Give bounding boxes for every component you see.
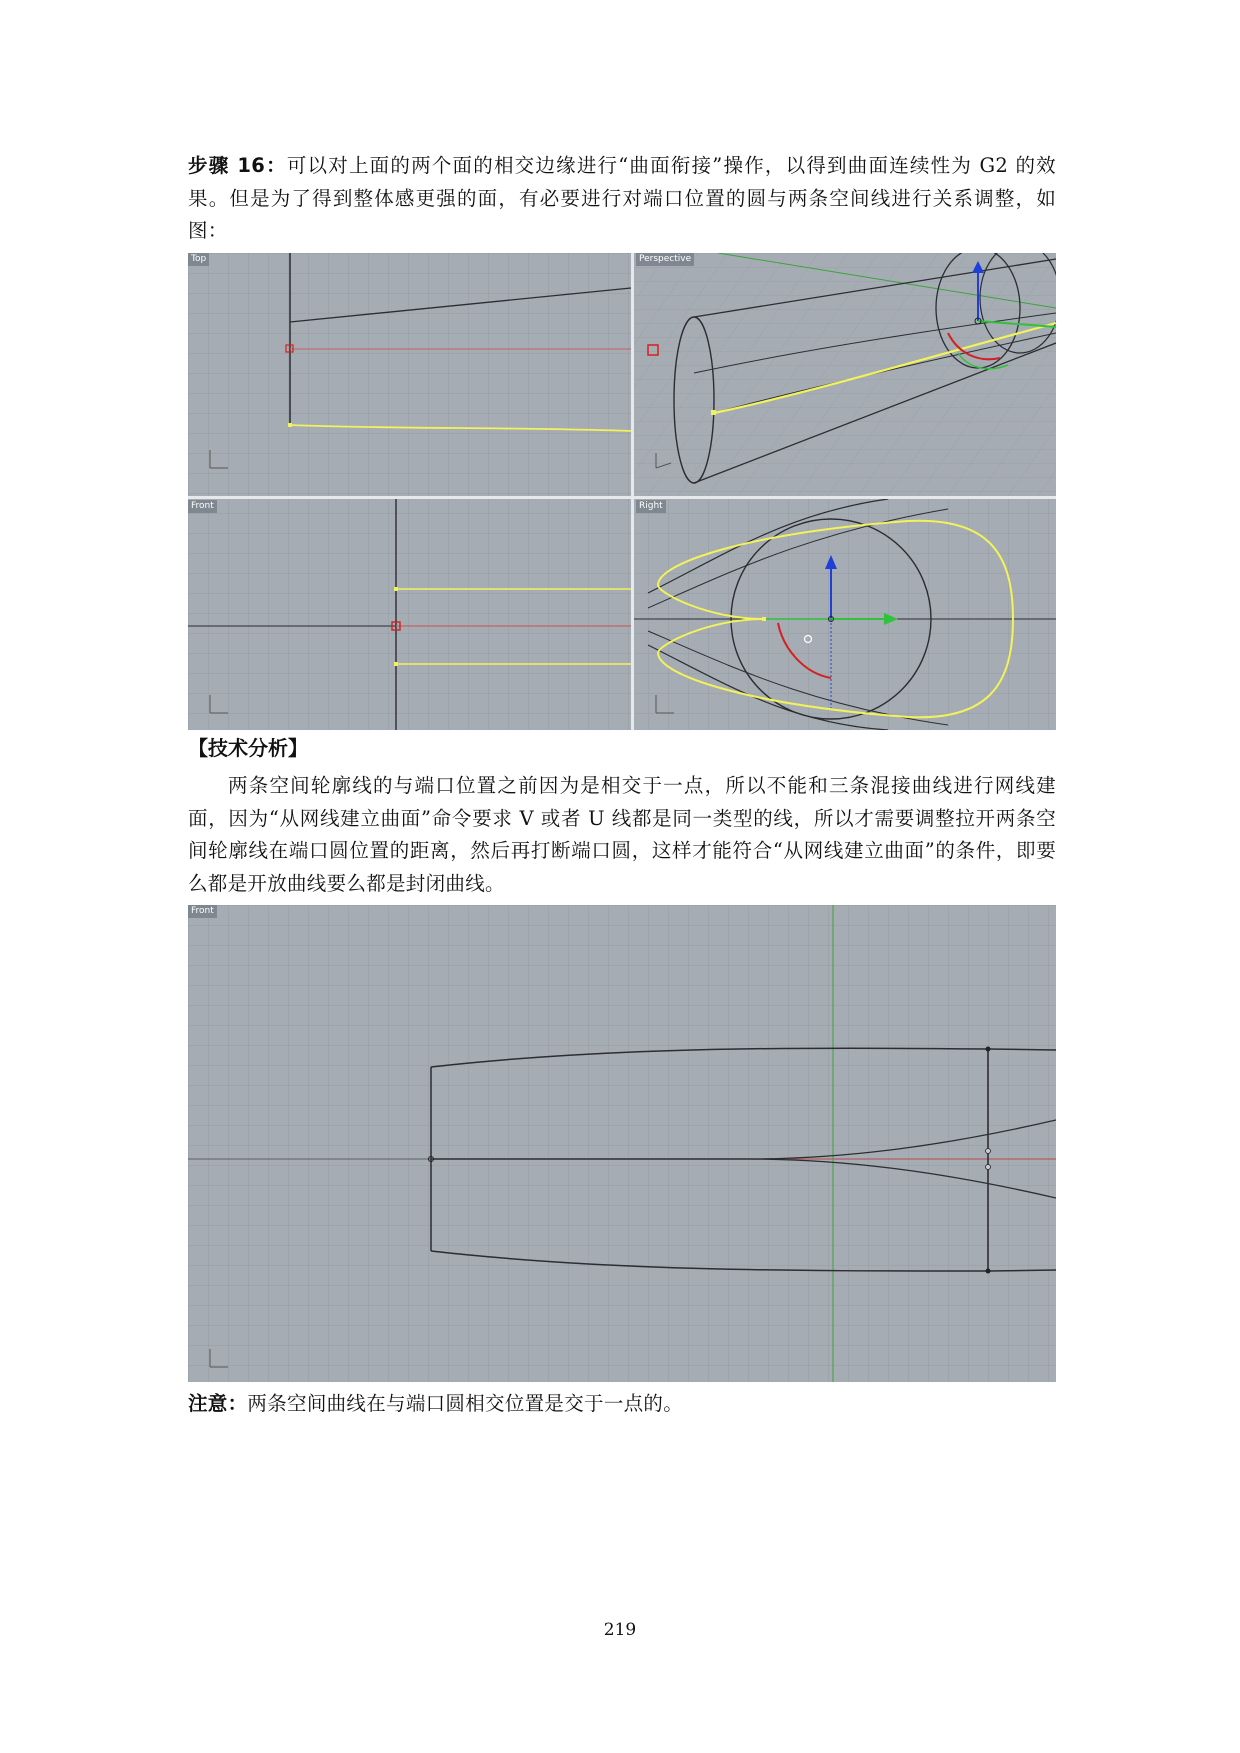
step16-text: 可以对上面的两个面的相交边缘进行“曲面衔接”操作，以得到曲面连续性为 G2 的效果。但是为了得到整体感更强的面，有必要进行对端口位置的圆与两条空间线进行关系调整，如图：	[188, 154, 1056, 242]
top-viewport[interactable]	[188, 253, 631, 496]
note-paragraph	[188, 1388, 1056, 1421]
viewports-canvas	[188, 253, 1056, 730]
front-viewport[interactable]	[188, 499, 631, 730]
step16-label: 步骤 16：	[188, 154, 287, 177]
analysis-heading: 【技术分析】	[188, 736, 308, 760]
top-viewport-label[interactable]: Top	[188, 253, 209, 266]
front-viewport-label[interactable]: Front	[188, 500, 217, 513]
right-viewport[interactable]	[634, 499, 1056, 730]
note-label: 注意：	[188, 1392, 248, 1415]
front-view-canvas	[188, 905, 1056, 1382]
figure-viewports	[188, 253, 1056, 730]
step16-paragraph	[188, 150, 1056, 248]
figure-front-view	[188, 905, 1056, 1382]
perspective-viewport-label[interactable]: Perspective	[636, 253, 694, 266]
right-viewport-label[interactable]: Right	[636, 500, 666, 513]
page-number: 219	[603, 1620, 637, 1640]
note-text: 两条空间曲线在与端口圆相交位置是交于一点的。	[247, 1392, 684, 1415]
perspective-viewport[interactable]	[634, 253, 1056, 496]
analysis-paragraph: 两条空间轮廓线的与端口位置之前因为是相交于一点，所以不能和三条混接曲线进行网线建面，因为“从网线建立曲面”命令要求 V 或者 U 线都是同一类型的线，所以才需要调整拉开两条空间轮廓线在端口圆位置的距离，然后再打断端口圆，这样才能符合“从网线建立曲面”的条件，即要么都是开放曲线要么都是封闭曲线。	[188, 774, 1056, 895]
front-view-label[interactable]: Front	[188, 905, 217, 918]
